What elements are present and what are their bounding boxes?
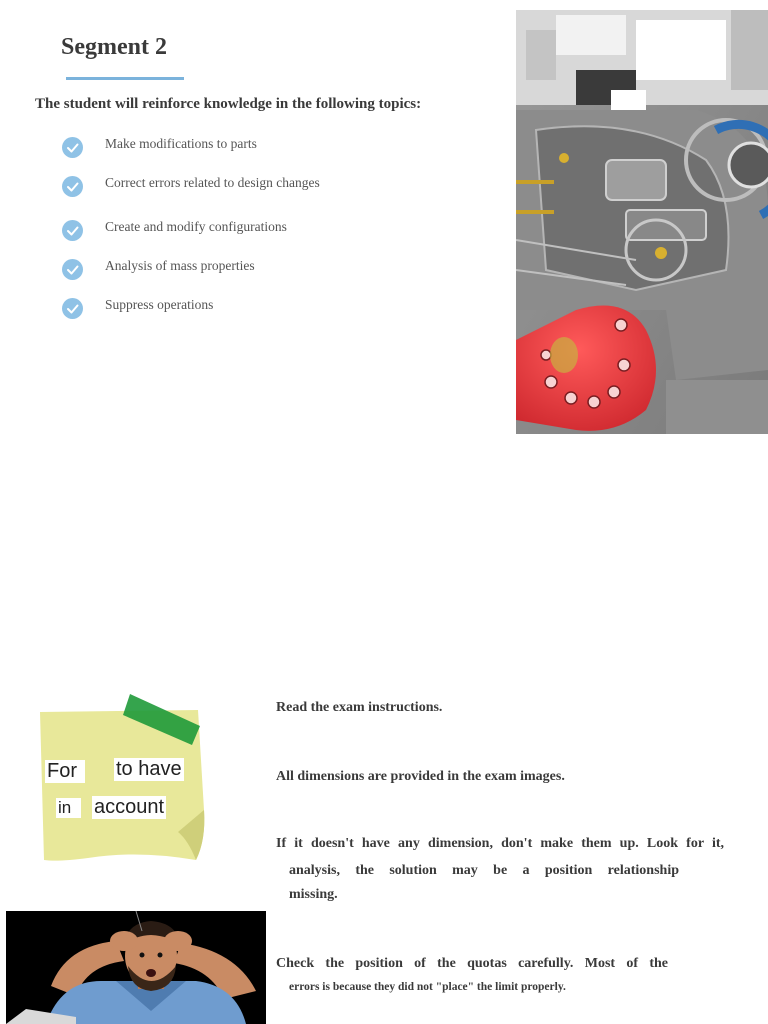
- check-icon: [62, 259, 83, 280]
- tip-text: analysis, the solution may be a position relationship: [289, 863, 679, 878]
- note-text-in: in: [56, 798, 81, 818]
- topic-label: Correct errors related to design changes: [105, 175, 320, 190]
- tip-text: If it doesn't have any dimension, don't make them up. Look for it,: [276, 836, 724, 851]
- tip-text: errors is because they did not "place" the limit properly.: [289, 981, 566, 993]
- note-text-to-have: to have: [116, 758, 182, 780]
- topic-label: Make modifications to parts: [105, 136, 257, 151]
- check-icon: [62, 220, 83, 241]
- topic-item: [62, 219, 287, 243]
- segment-title: Segment 2: [61, 34, 167, 60]
- tip-dimensions: [272, 769, 565, 785]
- topic-item: [62, 258, 255, 282]
- tip-text: missing.: [289, 887, 338, 902]
- tip-text: Read the exam instructions.: [276, 700, 443, 715]
- check-icon: [62, 176, 83, 197]
- topic-item: [62, 175, 320, 199]
- tip-no-dimension: [272, 836, 724, 852]
- topic-item: [62, 297, 213, 321]
- check-icon: [62, 137, 83, 158]
- topic-label: Suppress operations: [105, 297, 214, 312]
- cad-render-image: [516, 10, 768, 434]
- topic-label: Create and modify configurations: [105, 219, 287, 234]
- check-icon: [62, 298, 83, 319]
- tip-read-instructions: [272, 700, 442, 716]
- note-text-account: account: [94, 796, 165, 818]
- topic-label: Analysis of mass properties: [105, 258, 255, 273]
- sticky-note: [28, 690, 218, 870]
- topic-item: [62, 136, 257, 160]
- tip-text: All dimensions are provided in the exam images.: [276, 769, 565, 784]
- title-underline: [66, 77, 184, 80]
- intro-text: The student will reinforce knowledge in the following topics:: [35, 96, 422, 112]
- worried-person-photo: [6, 911, 266, 1024]
- tip-check-quotas: [272, 956, 668, 972]
- note-text-for: For: [45, 760, 85, 783]
- tip-text: Check the position of the quotas carefully. Most of the: [276, 956, 668, 971]
